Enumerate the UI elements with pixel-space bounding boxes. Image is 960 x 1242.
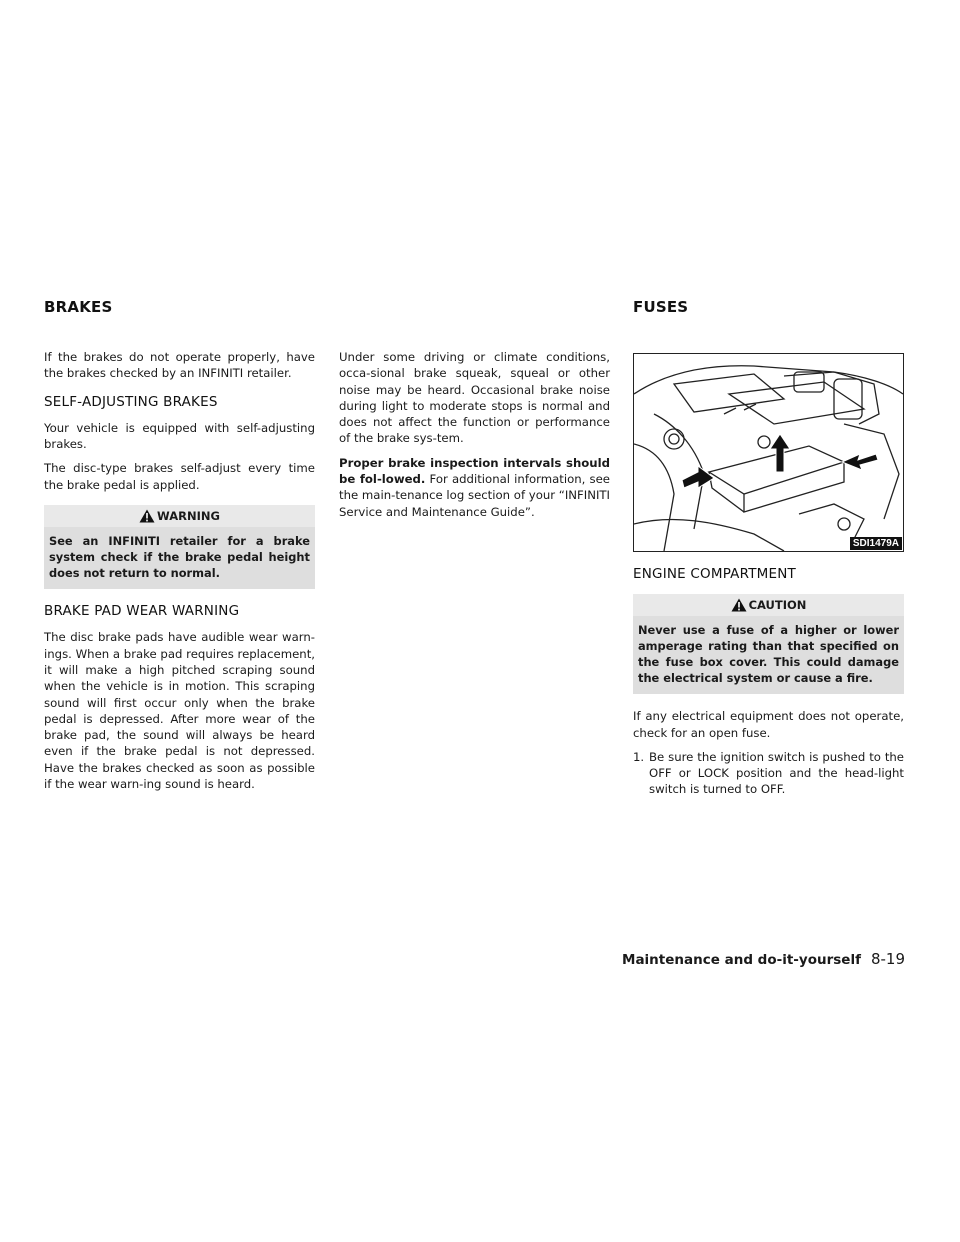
self-adjusting-p2: The disc-type brakes self-adjust every time the brake pedal is applied. [44, 461, 315, 492]
step-text: Be sure the ignition switch is pushed to the OFF or LOCK position and the head-light switch is turned to OFF. [649, 749, 904, 797]
inspection-interval-rest: For additional information, see the main-tenance log section of your “INFINITI Service and Maintenance Guide”. [339, 472, 610, 519]
list-item [633, 749, 904, 798]
inspection-interval-text [339, 455, 610, 520]
caution-text: Never use a fuse of a higher or lower amperage rating than that specified on the fuse box cover. This could damage the electrical system or cause a fire. [638, 623, 899, 686]
section-title-fuses: FUSES [633, 298, 689, 316]
heading-engine-compartment: ENGINE COMPARTMENT [633, 566, 796, 582]
footer-chapter-title: Maintenance and do-it-yourself [622, 952, 861, 968]
arrow-icon [842, 454, 878, 470]
caution-label: CAUTION [748, 598, 807, 613]
open-fuse-text: If any electrical equipment does not operate, check for an open fuse. [633, 709, 904, 740]
caution-box [633, 594, 904, 694]
column-fuses [633, 349, 904, 798]
heading-brake-pad-wear-warning: BRAKE PAD WEAR WARNING [44, 603, 240, 620]
arrow-icon [682, 466, 714, 488]
caution-header [633, 594, 904, 616]
engine-compartment-drawing [634, 354, 903, 551]
self-adjusting-p1: Your vehicle is equipped with self-adjusting brakes. [44, 420, 315, 452]
heading-self-adjusting-brakes: SELF-ADJUSTING BRAKES [44, 393, 218, 410]
figure-code: SDI1479A [850, 537, 902, 550]
warning-box [44, 505, 315, 589]
brakes-intro: If the brakes do not operate properly, have the brakes checked by an INFINITI retailer. [44, 350, 315, 381]
inspection-interval-bold: Proper brake inspection intervals should be fol-lowed. [339, 455, 610, 487]
warning-triangle-icon [731, 598, 747, 612]
warning-triangle-icon [139, 509, 155, 523]
warning-text: See an INFINITI retailer for a brake system check if the brake pedal height does not return to normal. [49, 534, 310, 581]
warning-label: WARNING [157, 509, 220, 524]
warning-header [44, 505, 315, 527]
arrow-icon [770, 434, 790, 472]
brake-noise-text: Under some driving or climate conditions, occa-sional brake squeak, squeal or other noise may be heard. Occasional brake noise during light to moderate stops is normal and does not affect the function or performance of the brake sys-tem. [339, 350, 610, 446]
brake-pad-wear-text: The disc brake pads have audible wear warn-ings. When a brake pad requires replacement, it will make a high pitched scraping sound when the vehicle is in motion. This scraping sound will first occur only when the brake pedal is depressed. After more wear of the brake pad, the sound will always be heard even if the brake pedal is not depressed. Have the brakes checked as soon as possible if the wear warn-ing sound is heard. [44, 630, 315, 792]
page-number: 8-19 [870, 950, 905, 968]
section-title-brakes: BRAKES [44, 298, 113, 316]
page-footer [622, 950, 905, 968]
column-brakes-2 [339, 349, 610, 528]
column-brakes-1 [44, 349, 315, 800]
step-number: 1. [633, 749, 645, 764]
fuse-box-illustration [633, 353, 904, 552]
